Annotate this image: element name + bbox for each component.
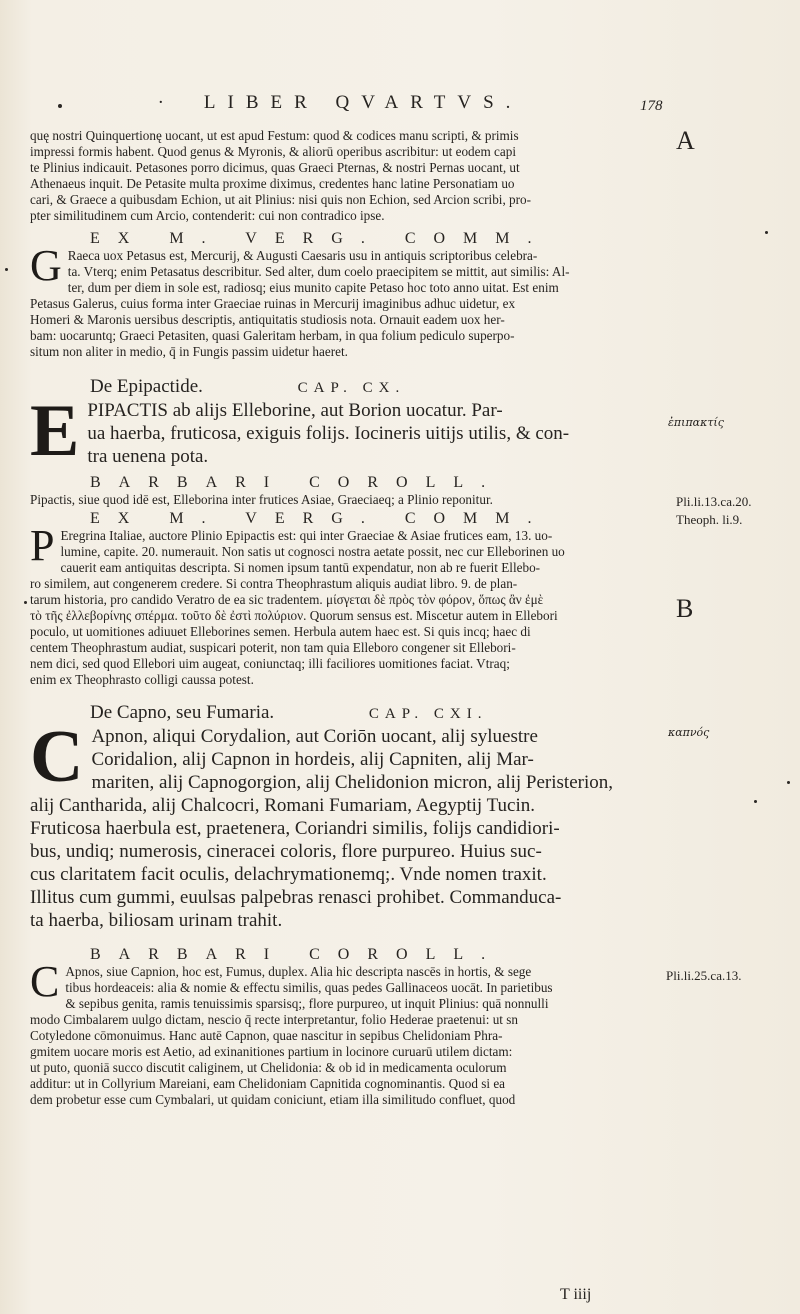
text-line: poculo, ut uomitiones adiuuet Elleborines semen. Herbula autem haec est. Si quis incq; haec di — [30, 624, 531, 639]
text-line: gmitem uocare moris est Aetio, ad exinanitiones partium in locinore curuarū utilem dictam: — [30, 1044, 513, 1059]
text-line: centem Theophrastum audiat, suspicari poterit, non tam quia Elleboro congener sit Ellebori- — [30, 640, 516, 655]
text-line: cari, & Graece a quibusdam Echion, ut ait Plinius: nisi quis non Echion, sed Arcion scribi, pro- — [30, 192, 532, 207]
text-line: cauerit eam antiquitas descripta. Si nomen ipsum tantū expendatur, non ab re fuerit Ellebo- — [60, 560, 541, 575]
margin-greek-note: καπνός — [668, 726, 710, 739]
barbari-corollarium-1 — [30, 474, 660, 508]
text-line: situm non aliter in medio, q̄ in Fungis passim uidetur haeret. — [30, 344, 348, 359]
section-heading: EX M. VERG. COMM. — [90, 230, 550, 247]
section-heading: BARBARI COROLL. — [90, 474, 504, 491]
text-line: additur: ut in Collyrium Mareiani, eam Chelidoniam Capnitida cognominantis. Quod si ea — [30, 1076, 506, 1091]
text-line: tra uenena pota. — [87, 446, 209, 467]
text-line: dem probetur esse cum Cymbalari, ut quidam coniciunt, etiam illa similitudo confluet, quod — [30, 1092, 516, 1107]
text-line: Fruticosa haerbula est, praetenera, Coriandri similis, folijs candidiori- — [30, 818, 560, 839]
running-head — [60, 92, 620, 114]
chapter-cxi — [30, 702, 660, 932]
margin-reference: Pli.li.25.ca.13. — [666, 968, 742, 983]
ink-spot — [24, 601, 27, 604]
drop-capital: G — [30, 241, 62, 290]
block-continuation — [30, 128, 660, 224]
text-line: Illitus cum gummi, euulsas palpebras renasci prohibet. Commanduca- — [30, 887, 562, 908]
chapter-number: CAP. CXI. — [368, 706, 488, 722]
text-line: pter similitudinem cum Arcio, contenderit: cui non contradico ipse. — [30, 208, 385, 223]
chapter-number: CAP. CX. — [297, 380, 406, 396]
text-line: Apnon, aliqui Corydalion, aut Coriōn uocant, alij syluestre — [91, 726, 538, 747]
drop-capital: P — [30, 521, 55, 570]
chapter-title-row — [30, 376, 660, 399]
text-line: quę nostri Quinquertionę uocant, ut est apud Festum: quod & codices manu scripti, & primis — [30, 128, 519, 143]
text-line: tibus hordeaceis: alia & nomie & effectu similis, quas pedes Gallinaceos uocāt. In parietibus — [65, 980, 553, 995]
text-line: tarum historia, pro candido Veratro de ea sic tradentem. μίσγεται δὲ πρὸς τὸν φόρον, ὅπως ἂν ἐμὲ — [30, 592, 544, 607]
text-line: bam: uocaruntq; Graeci Petasiten, quasi Galeritam herbam, in qua folium pediculo superpo- — [30, 328, 515, 343]
text-line: lumine, capite. 20. numerauit. Non satis ut cognosci nostra aetate possit, nec cur Elleborinen uo — [60, 544, 565, 559]
text-line: ter, dum per diem in sole est, radiosq; eius munito capite Petaso hoc toto anno uitat. Est enim — [67, 280, 559, 295]
section-heading: EX M. VERG. COMM. — [90, 510, 550, 527]
commentary-vergilius-1 — [30, 230, 660, 360]
text-line: nem dici, sed quod Ellebori uim augeat, coniunctaq; illi faciliores uomitiones faciat. Vtraq; — [30, 656, 510, 671]
barbari-corollarium-2 — [30, 946, 660, 1108]
ink-spot — [754, 800, 757, 803]
text-line: alij Cantharida, alij Chalcocri, Romani Fumariam, Aegyptij Tucin. — [30, 795, 536, 816]
text-line: Petasus Galerus, cuius forma inter Graeciae ruinas in Mercurij imaginibus adhuc uidetur, ex — [30, 296, 516, 311]
text-line: Athenaeus inquit. De Petasite multa proxime diximus, credentes hanc latine Personatiam uo — [30, 176, 515, 191]
chapter-title: De Epipactide. — [90, 376, 203, 397]
text-line: Apnos, siue Capnion, hoc est, Fumus, duplex. Alia hic descripta nascēs in hortis, & sege — [65, 964, 532, 979]
text-line: Eregrina Italiae, auctore Plinio Epipactis est: qui inter Graeciae & Asiae frutices eam, 13. uo- — [60, 528, 553, 543]
drop-capital: C — [30, 957, 60, 1006]
text-line: bus, undiq; numerosis, cineracei coloris, flore purpureo. Huius suc- — [30, 841, 542, 862]
chapter-title-row — [30, 702, 660, 725]
text-line: ut puto, quoniā succo discutit caliginem, ut Chelidonia: & ob id in medicamenta oculorum — [30, 1060, 507, 1075]
margin-reference: Theoph. li.9. — [676, 512, 743, 527]
text-line: enim ex Theophrasto colligi caussa potest. — [30, 672, 254, 687]
text-line: PIPACTIS ab alijs Elleborine, aut Borion uocatur. Par- — [87, 400, 503, 421]
section-heading: BARBARI COROLL. — [90, 946, 504, 963]
text-line: Pipactis, siue quod idē est, Elleborina inter frutices Asiae, Graeciaeq; a Plinio reponitur. — [30, 492, 493, 507]
text-line: cus claritatem facit oculis, delachrymationemq;. Vnde nomen traxit. — [30, 864, 547, 885]
text-line: ta haerba, biliosam urinam trahit. — [30, 910, 283, 931]
ink-spot — [58, 104, 62, 108]
text-line: mariten, alij Capnogorgion, alij Chelidonion micron, alij Peristerion, — [91, 772, 613, 793]
margin-letter-a: A — [676, 126, 695, 155]
ink-spot — [787, 781, 790, 784]
text-line: te Plinius indicauit. Petasones porro dicimus, quas Graeci Pternas, & nostri Pernas uocant, ut — [30, 160, 520, 175]
folio-number: 178 — [640, 98, 663, 114]
ink-spot — [5, 268, 8, 271]
commentary-vergilius-2 — [30, 510, 660, 688]
drop-capital: E — [30, 390, 80, 472]
chapter-title: De Capno, seu Fumaria. — [90, 702, 275, 723]
chapter-cx — [30, 376, 660, 472]
text-line: modo Cimbalarem uulgo dictam, nescio q̄ recte interpretantur, folio Hederae praetenui: ut sn — [30, 1012, 518, 1027]
text-line: Homeri & Maronis uersibus descriptis, antiquitatis studiosis nota. Ornauit eadem uox her- — [30, 312, 505, 327]
text-line: impressi formis habent. Quod genus & Myronis, & aliorū operibus ascribitur: ut eodem capi — [30, 144, 517, 159]
margin-letter-b: B — [676, 594, 694, 623]
margin-greek-note: ἐπιπακτίς — [668, 416, 724, 429]
ink-spot — [765, 231, 768, 234]
signature-mark: T iiij — [560, 1286, 592, 1303]
text-line: ro similem, aut congenerem credere. Si contra Theophrastum aliquis audiat libro. 9. de plan- — [30, 576, 518, 591]
drop-capital: C — [30, 716, 84, 798]
text-line: ta. Vterq; enim Petasatus describitur. Sed alter, dum coelo praecipitem se mittit, aut similis: Al- — [67, 264, 570, 279]
running-title: LIBER QVARTVS. — [203, 92, 523, 113]
text-line: Coridalion, alij Capnon in hordeis, alij Capniten, alij Mar- — [91, 749, 534, 770]
text-line: Cotyledone cōmonuimus. Hanc autē Capnon, quae nascitur in sepibus Chelidoniam Phra- — [30, 1028, 503, 1043]
text-line: Raeca uox Petasus est, Mercurij, & Augusti Caesaris usu in antiquis scriptoribus celebra- — [67, 248, 538, 263]
text-line: & sepibus genita, ramis tenuissimis sparsisq;, flore purpureo, ut inquit Plinius: quā nonnulli — [65, 996, 549, 1011]
margin-reference: Pli.li.13.ca.20. — [676, 494, 752, 509]
text-line: ua haerba, fruticosa, exiguis folijs. Iocineris uitijs utilis, & con- — [87, 423, 570, 444]
text-line: τὸ τῆς ἐλλεβορίνης σπέρμα. τοῦτο δὲ ἐστὶ πολύριον. Quorum sensus est. Miscetur autem in Ellebori — [30, 608, 558, 623]
running-head-dot: · — [157, 92, 164, 113]
